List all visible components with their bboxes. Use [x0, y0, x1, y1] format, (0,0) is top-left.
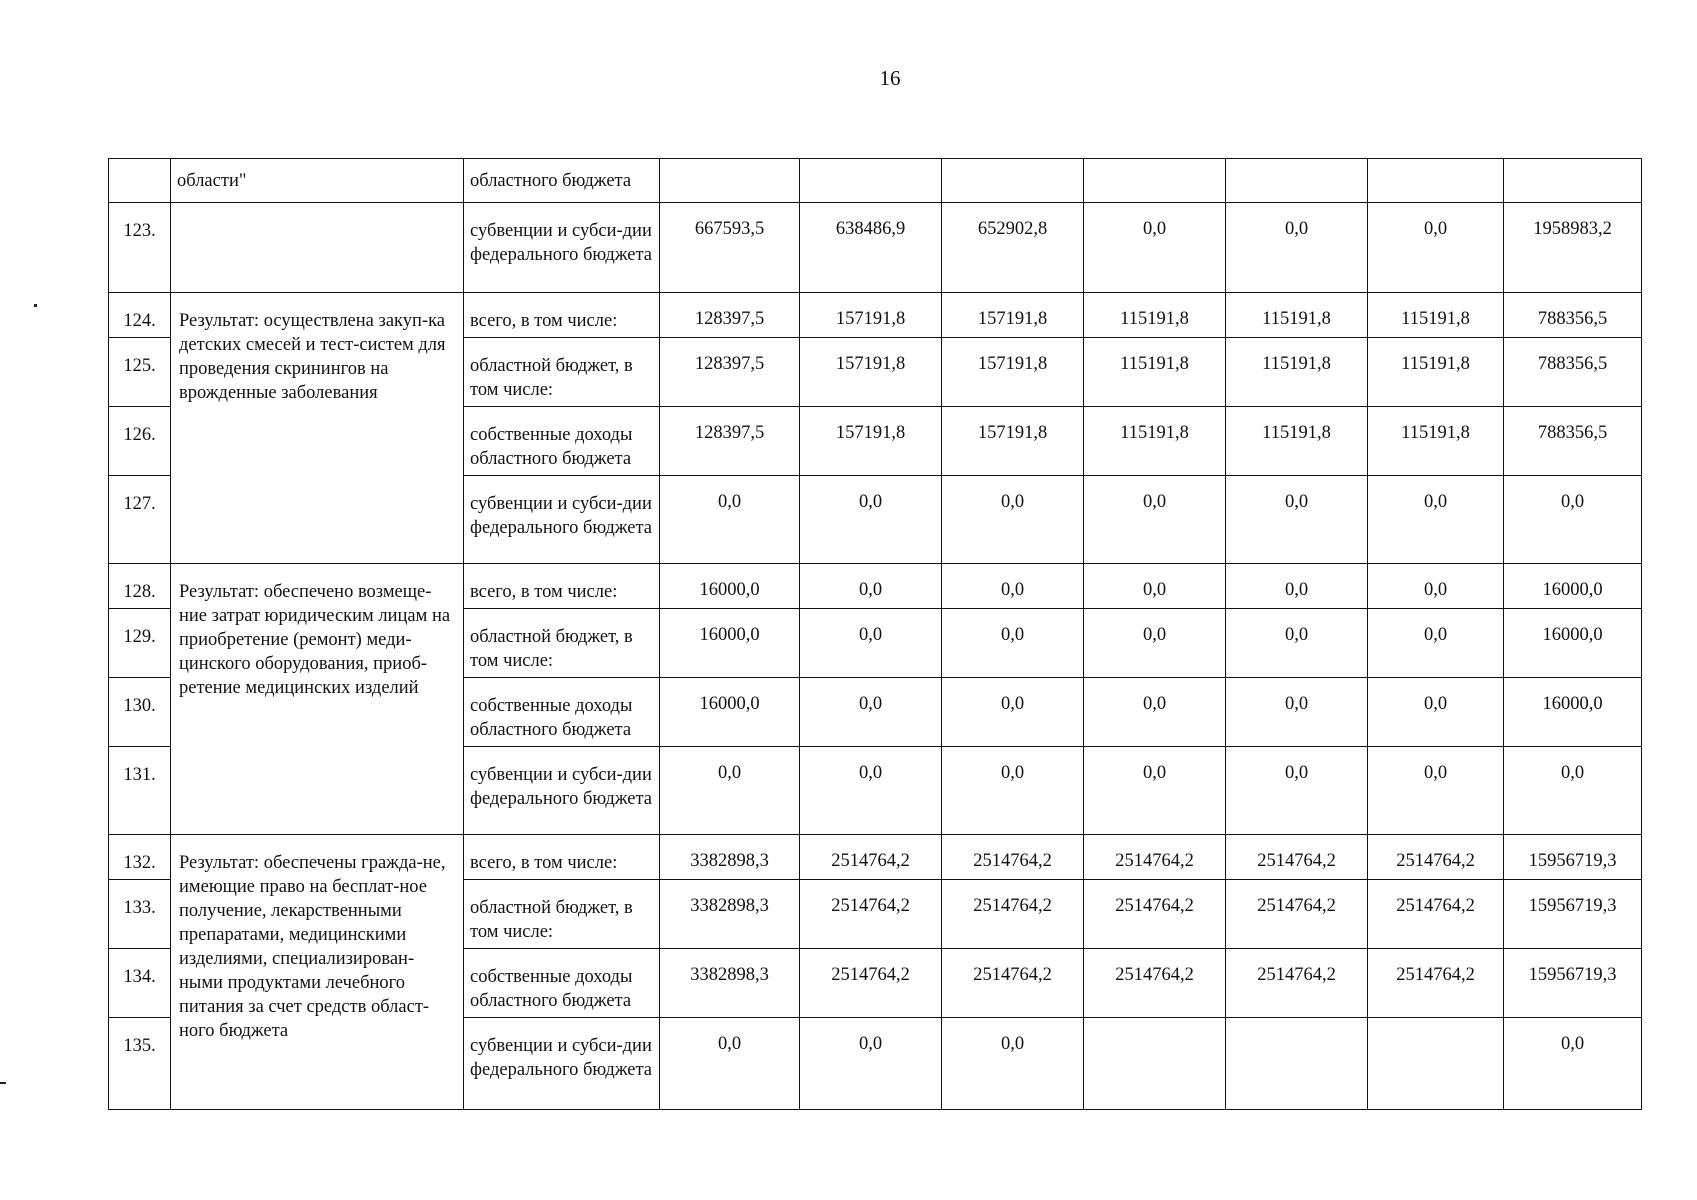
row-number-cell: 131.: [109, 747, 171, 835]
budget-table: [108, 158, 1642, 1110]
value-cell: 115191,8: [1368, 338, 1504, 407]
value-cell: 15956719,3: [1504, 949, 1642, 1018]
row-number-cell: 132.: [109, 835, 171, 880]
value-cell: 0,0: [1084, 609, 1226, 678]
value-cell: 2514764,2: [1368, 835, 1504, 880]
row-number-cell: 123.: [109, 203, 171, 293]
value-cell: 2514764,2: [800, 835, 942, 880]
result-cell: [171, 203, 464, 293]
value-cell: 0,0: [800, 678, 942, 747]
value-cell: 157191,8: [800, 407, 942, 476]
value-cell: 0,0: [1504, 476, 1642, 564]
value-cell: 0,0: [942, 609, 1084, 678]
result-cell: Результат: осуществлена закуп-ка детских смесей и тест-систем для проведения скринингов на врожденные заболевания: [171, 293, 464, 564]
value-cell: 3382898,3: [660, 835, 800, 880]
row-number-cell: 129.: [109, 609, 171, 678]
funding-source-cell: областного бюджета: [464, 159, 660, 203]
value-cell: 0,0: [1368, 747, 1504, 835]
value-cell: 115191,8: [1084, 338, 1226, 407]
table-body: [109, 159, 1642, 1110]
row-number-cell: 124.: [109, 293, 171, 338]
value-cell: 2514764,2: [1084, 949, 1226, 1018]
funding-source-cell: субвенции и субси-дии федерального бюджета: [464, 476, 660, 564]
value-cell: 115191,8: [1226, 407, 1368, 476]
value-cell: 0,0: [1226, 476, 1368, 564]
table-row: [109, 203, 1642, 293]
funding-source-cell: субвенции и субси-дии федерального бюджета: [464, 203, 660, 293]
value-cell: 1958983,2: [1504, 203, 1642, 293]
value-cell: 0,0: [1226, 564, 1368, 609]
value-cell: 0,0: [800, 476, 942, 564]
funding-source-cell: собственные доходы областного бюджета: [464, 407, 660, 476]
value-cell: 115191,8: [1084, 293, 1226, 338]
value-cell: [1084, 159, 1226, 203]
value-cell: [660, 159, 800, 203]
value-cell: [1504, 159, 1642, 203]
result-cell: Результат: обеспечены гражда-не, имеющие право на бесплат-ное получение, лекарственными препаратами, медицинскими изделиями, специализирован-ными продуктами лечебного питания за счет средств област-ного бюджета: [171, 835, 464, 1110]
value-cell: 0,0: [1084, 203, 1226, 293]
value-cell: 157191,8: [800, 293, 942, 338]
funding-source-cell: собственные доходы областного бюджета: [464, 678, 660, 747]
table-row: [109, 159, 1642, 203]
margin-mark: [0, 1082, 6, 1084]
value-cell: 2514764,2: [1226, 949, 1368, 1018]
value-cell: [1226, 159, 1368, 203]
value-cell: 16000,0: [660, 678, 800, 747]
value-cell: 788356,5: [1504, 293, 1642, 338]
row-number-cell: 133.: [109, 880, 171, 949]
row-number-cell: 125.: [109, 338, 171, 407]
row-number-cell: 128.: [109, 564, 171, 609]
value-cell: 16000,0: [660, 609, 800, 678]
value-cell: 115191,8: [1226, 293, 1368, 338]
row-number-cell: 127.: [109, 476, 171, 564]
value-cell: 0,0: [942, 476, 1084, 564]
value-cell: 0,0: [800, 564, 942, 609]
value-cell: 128397,5: [660, 293, 800, 338]
value-cell: 0,0: [660, 747, 800, 835]
value-cell: 16000,0: [1504, 678, 1642, 747]
value-cell: 0,0: [800, 609, 942, 678]
funding-source-cell: всего, в том числе:: [464, 835, 660, 880]
value-cell: 0,0: [942, 564, 1084, 609]
value-cell: 788356,5: [1504, 338, 1642, 407]
result-cell: Результат: обеспечено возмеще-ние затрат юридическим лицам на приобретение (ремонт) меди-цинского оборудования, приоб-ретение медицинских изделий: [171, 564, 464, 835]
value-cell: 0,0: [660, 1018, 800, 1110]
funding-source-cell: областной бюджет, в том числе:: [464, 338, 660, 407]
funding-source-cell: областной бюджет, в том числе:: [464, 880, 660, 949]
value-cell: 652902,8: [942, 203, 1084, 293]
value-cell: 2514764,2: [1368, 949, 1504, 1018]
table-row: [109, 293, 1642, 338]
funding-source-cell: всего, в том числе:: [464, 564, 660, 609]
value-cell: 2514764,2: [942, 835, 1084, 880]
value-cell: 16000,0: [1504, 609, 1642, 678]
value-cell: 667593,5: [660, 203, 800, 293]
value-cell: 15956719,3: [1504, 880, 1642, 949]
value-cell: 2514764,2: [1226, 880, 1368, 949]
value-cell: 0,0: [942, 678, 1084, 747]
value-cell: [1084, 1018, 1226, 1110]
value-cell: 0,0: [942, 747, 1084, 835]
value-cell: 157191,8: [942, 338, 1084, 407]
value-cell: 0,0: [1226, 678, 1368, 747]
value-cell: 2514764,2: [1084, 880, 1226, 949]
row-number-cell: 126.: [109, 407, 171, 476]
table-row: [109, 564, 1642, 609]
value-cell: 15956719,3: [1504, 835, 1642, 880]
value-cell: 0,0: [1084, 476, 1226, 564]
row-number-cell: 130.: [109, 678, 171, 747]
value-cell: 788356,5: [1504, 407, 1642, 476]
value-cell: 0,0: [800, 1018, 942, 1110]
value-cell: 3382898,3: [660, 880, 800, 949]
value-cell: 2514764,2: [800, 880, 942, 949]
value-cell: [1368, 159, 1504, 203]
row-number-cell: [109, 159, 171, 203]
value-cell: 157191,8: [800, 338, 942, 407]
row-number-cell: 135.: [109, 1018, 171, 1110]
row-number-cell: 134.: [109, 949, 171, 1018]
value-cell: 0,0: [1084, 564, 1226, 609]
page-number: 16: [879, 66, 901, 90]
funding-source-cell: собственные доходы областного бюджета: [464, 949, 660, 1018]
value-cell: 0,0: [1504, 747, 1642, 835]
funding-source-cell: субвенции и субси-дии федерального бюджета: [464, 1018, 660, 1110]
value-cell: 3382898,3: [660, 949, 800, 1018]
margin-mark: [34, 304, 37, 307]
value-cell: 0,0: [800, 747, 942, 835]
value-cell: 2514764,2: [800, 949, 942, 1018]
value-cell: 2514764,2: [942, 880, 1084, 949]
result-cell: области": [171, 159, 464, 203]
value-cell: 0,0: [1084, 747, 1226, 835]
funding-source-cell: всего, в том числе:: [464, 293, 660, 338]
value-cell: 115191,8: [1226, 338, 1368, 407]
value-cell: [942, 159, 1084, 203]
value-cell: 0,0: [1226, 203, 1368, 293]
value-cell: 2514764,2: [1226, 835, 1368, 880]
value-cell: 115191,8: [1368, 293, 1504, 338]
value-cell: 16000,0: [1504, 564, 1642, 609]
value-cell: 128397,5: [660, 338, 800, 407]
value-cell: 157191,8: [942, 293, 1084, 338]
value-cell: 157191,8: [942, 407, 1084, 476]
value-cell: [800, 159, 942, 203]
value-cell: 115191,8: [1368, 407, 1504, 476]
value-cell: 0,0: [1084, 678, 1226, 747]
value-cell: 0,0: [1368, 203, 1504, 293]
value-cell: 0,0: [1226, 747, 1368, 835]
value-cell: 0,0: [1368, 564, 1504, 609]
value-cell: 0,0: [1504, 1018, 1642, 1110]
value-cell: 0,0: [1368, 476, 1504, 564]
value-cell: 128397,5: [660, 407, 800, 476]
value-cell: [1226, 1018, 1368, 1110]
funding-source-cell: областной бюджет, в том числе:: [464, 609, 660, 678]
value-cell: 0,0: [660, 476, 800, 564]
value-cell: 0,0: [942, 1018, 1084, 1110]
value-cell: 638486,9: [800, 203, 942, 293]
funding-source-cell: субвенции и субси-дии федерального бюджета: [464, 747, 660, 835]
table-row: [109, 835, 1642, 880]
value-cell: 115191,8: [1084, 407, 1226, 476]
value-cell: 0,0: [1368, 609, 1504, 678]
value-cell: 0,0: [1368, 678, 1504, 747]
value-cell: [1368, 1018, 1504, 1110]
value-cell: 2514764,2: [942, 949, 1084, 1018]
value-cell: 2514764,2: [1368, 880, 1504, 949]
value-cell: 0,0: [1226, 609, 1368, 678]
value-cell: 16000,0: [660, 564, 800, 609]
value-cell: 2514764,2: [1084, 835, 1226, 880]
